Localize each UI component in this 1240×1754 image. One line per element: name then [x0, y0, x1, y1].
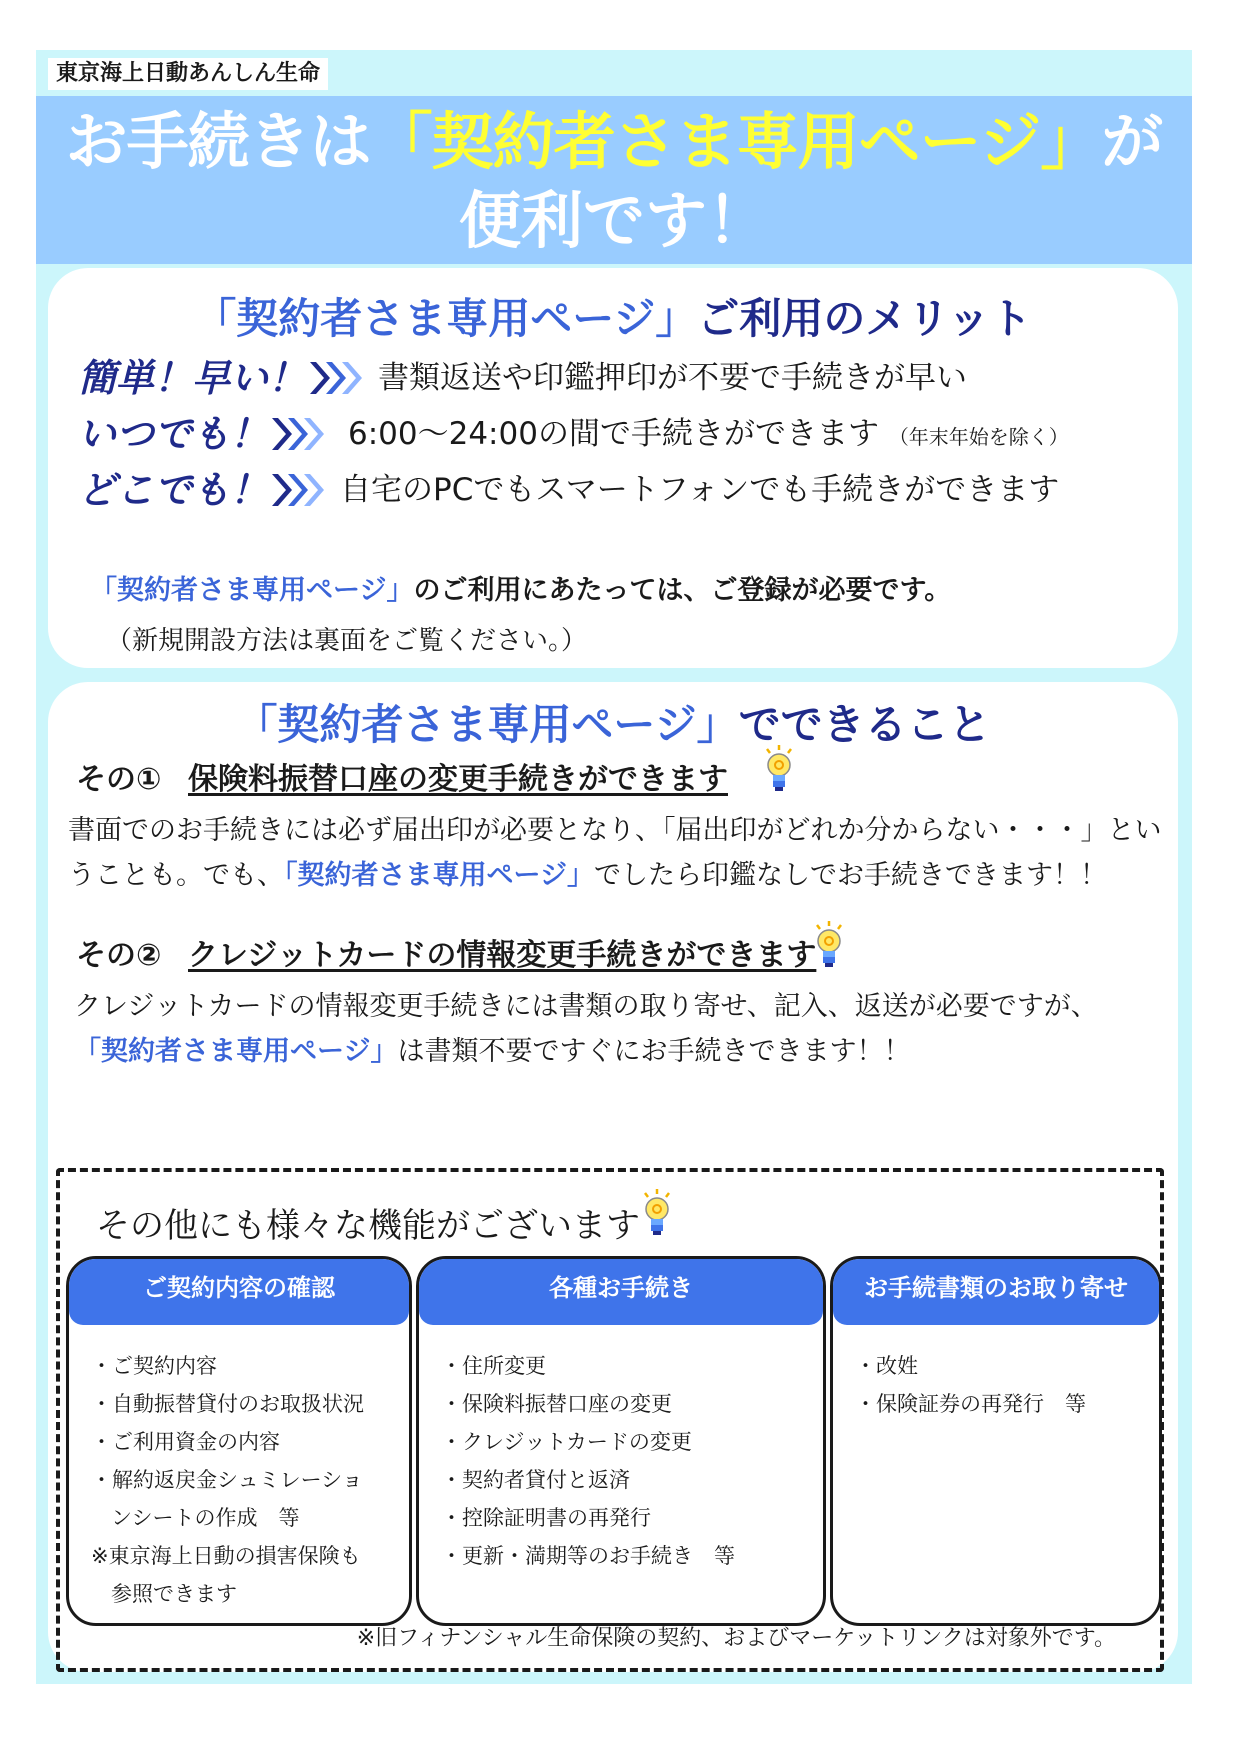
merit-note: （年末年始を除く）: [888, 425, 1069, 449]
feature-1-body: [68, 808, 1168, 898]
feature-body-ref: 「契約者さま専用ページ」: [284, 860, 594, 891]
merit-title-bracket: 「契約者さま専用ページ」: [194, 294, 698, 343]
company-name: 東京海上日動あんしん生命: [48, 58, 328, 90]
list-item: ・保険料振替口座の変更: [441, 1392, 672, 1416]
feature-number: その①: [76, 762, 162, 797]
list-item: ・保険証券の再発行 等: [855, 1392, 1086, 1416]
feature-2-body: [74, 984, 1174, 1074]
list-item: ・住所変更: [441, 1354, 546, 1378]
headline-post: が: [1101, 105, 1163, 178]
registration-note: [90, 568, 951, 607]
merit-desc: 書類返送や印鑑押印が不要で手続きが早い: [378, 360, 967, 396]
headline-highlight: 「契約者さま専用ページ」: [370, 105, 1102, 178]
lightbulb-icon: [762, 744, 796, 794]
flyer-sheet: [36, 50, 1192, 1684]
merit-panel: [48, 268, 1178, 668]
lightbulb-icon: [640, 1188, 674, 1238]
card-procedures: [416, 1256, 826, 1626]
list-item: ・解約返戻金シュミレーショ: [91, 1468, 363, 1492]
headline-pre: お手続きは: [65, 105, 371, 178]
merit-title-rest: ご利用のメリット: [697, 294, 1032, 343]
card-heading: ご契約内容の確認: [69, 1259, 409, 1325]
triple-chevron-right-icon: [272, 416, 326, 452]
feature-number: その②: [76, 938, 162, 973]
list-item: ※東京海上日動の損害保険も: [91, 1544, 361, 1568]
feature-title: 保険料振替口座の変更手続きができます: [188, 762, 728, 797]
feature-body-text: は書類不要ですぐにお手続きできます！！: [397, 1036, 911, 1067]
merit-desc: 自宅のPCでもスマートフォンでも手続きができます: [340, 472, 1060, 508]
feature-body-text: クレジットカードの情報変更手続きには書類の取り寄せ、記入、返送が必要ですが、: [74, 991, 1098, 1022]
list-item: ・契約者貸付と返済: [441, 1468, 630, 1492]
list-item: ンシートの作成 等: [111, 1506, 300, 1530]
other-features-box: [56, 1168, 1164, 1672]
merit-desc-text: 6:00～24:00の間で手続きができます: [348, 416, 879, 452]
list-item: ・自動振替貸付のお取扱状況: [91, 1392, 364, 1416]
card-contract-check: [66, 1256, 412, 1626]
merit-desc: [348, 406, 1069, 465]
feature-title: クレジットカードの情報変更手続きができます: [188, 938, 817, 973]
list-item: ・ご利用資金の内容: [91, 1430, 280, 1454]
lightbulb-icon: [812, 920, 846, 970]
features-title-bracket: 「契約者さま専用ページ」: [235, 700, 739, 749]
headline-banner: [36, 96, 1192, 264]
feature-body-ref: 「契約者さま専用ページ」: [74, 1036, 398, 1067]
other-features-title: その他にも様々な機能がございます: [96, 1206, 640, 1246]
list-item: ・更新・満期等のお手続き 等: [441, 1544, 735, 1568]
registration-rest: のご利用にあたっては、ご登録が必要です。: [413, 575, 952, 606]
merit-key: どこでも！: [78, 468, 269, 512]
merit-key: いつでも！: [78, 412, 269, 456]
features-title: [48, 692, 1178, 752]
feature-body-text: 書面でのお手続きには必ず届出印が必要となり、「届出印がどれか分からない・・・」ということも。でも、: [68, 815, 1162, 891]
feature-1-heading: [76, 758, 728, 802]
list-item: ・改姓: [855, 1354, 918, 1378]
card-list: [833, 1347, 1159, 1423]
registration-subnote: （新規開設方法は裏面をご覧ください。）: [106, 626, 588, 656]
headline-line-1: [36, 100, 1192, 184]
list-item: 参照できます: [111, 1582, 237, 1606]
card-heading: 各種お手続き: [419, 1259, 823, 1325]
headline-line-2: 便利です！: [458, 184, 769, 257]
list-item: ・控除証明書の再発行: [441, 1506, 651, 1530]
registration-bracket: 「契約者さま専用ページ」: [90, 575, 414, 606]
merit-key: 簡単！早い！: [78, 356, 307, 400]
card-heading: お手続書類のお取り寄せ: [833, 1259, 1159, 1325]
exclusion-footnote: ※旧フィナンシャル生命保険の契約、およびマーケットリンクは対象外です。: [356, 1626, 1116, 1651]
list-item: ・クレジットカードの変更: [441, 1430, 692, 1454]
features-title-rest: でできること: [738, 700, 991, 749]
triple-chevron-right-icon: [272, 472, 326, 508]
merit-title: [48, 286, 1178, 346]
feature-2-heading: [76, 934, 816, 978]
feature-body-text: でしたら印鑑なしでお手続きできます！！: [593, 860, 1107, 891]
card-list: [419, 1347, 823, 1575]
card-list: [69, 1347, 409, 1613]
list-item: ・ご契約内容: [91, 1354, 217, 1378]
triple-chevron-right-icon: [310, 360, 364, 396]
card-document-request: [830, 1256, 1162, 1626]
